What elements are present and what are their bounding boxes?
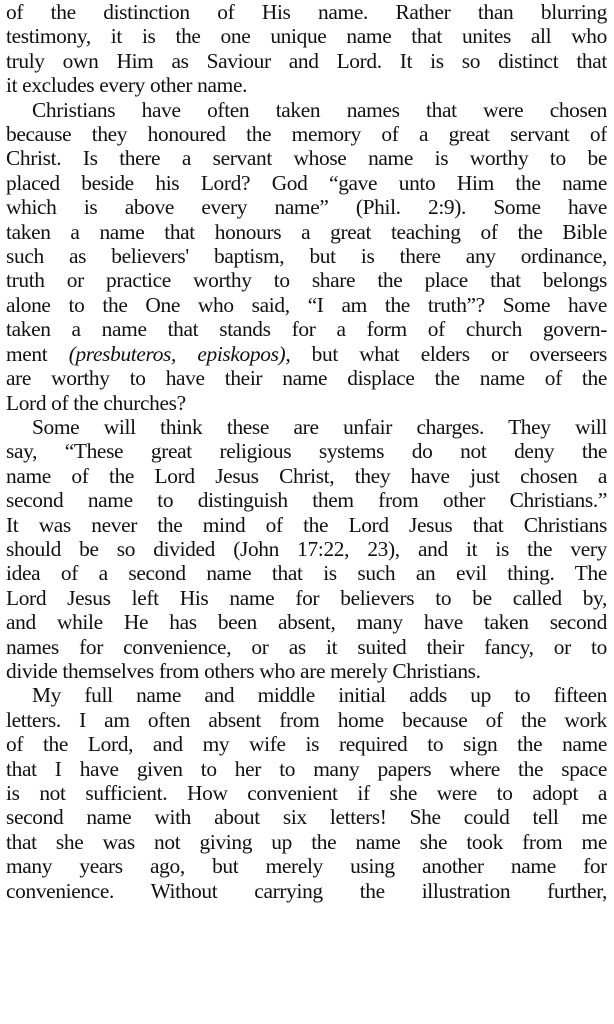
text-line: Lord Jesus left His name for believers to be called by, [6, 585, 607, 610]
paragraph [6, 683, 607, 903]
text-line: of the Lord, and my wife is required to sign the name [6, 732, 607, 757]
text-line: Christians have often taken names that were chosen [32, 97, 607, 122]
text-line: Some will think these are unfair charges. They will [32, 414, 607, 439]
text-line: which is above every name” (Phil. 2:9). Some have [6, 195, 607, 220]
text-line: names for convenience, or as it suited their fancy, or to [6, 634, 607, 659]
text-line: Christ. Is there a servant whose name is worthy to be [6, 146, 607, 171]
text-line: It was never the mind of the Lord Jesus that Christians [6, 512, 607, 537]
text-line: such as believers' baptism, but is there any ordinance, [6, 244, 607, 269]
text-line: idea of a second name that is such an evil thing. The [6, 561, 607, 586]
text-line: are worthy to have their name displace the name of the [6, 366, 607, 391]
text-line: taken a name that stands for a form of church govern- [6, 317, 607, 342]
text-line: alone to the One who said, “I am the truth”? Some have [6, 292, 607, 317]
text-line: is not sufficient. How convenient if she were to adopt a [6, 781, 607, 805]
text-line: letters. I am often absent from home because of the work [6, 707, 607, 732]
text-line: should be so divided (John 17:22, 23), and it is the very [6, 536, 607, 561]
text-line: truly own Him as Saviour and Lord. It is so distinct that [6, 48, 607, 73]
text-line: second name with about six letters! She could tell me [6, 805, 607, 830]
text-line: taken a name that honours a great teaching of the Bible [6, 219, 607, 244]
paragraph [6, 415, 607, 683]
text-line: that I have given to her to many papers where the space [6, 756, 607, 781]
text-line: ment (presbuteros, episkopos), but what elders or overseers [6, 341, 607, 366]
text-line: divide themselves from others who are merely Christians. [6, 658, 481, 683]
text-line: many years ago, but merely using another name for [6, 854, 607, 879]
text-line: name of the Lord Jesus Christ, they have just chosen a [6, 463, 607, 488]
text-line: Lord of the churches? [6, 390, 186, 415]
text-line: say, “These great religious systems do not deny the [6, 439, 607, 464]
text-line: My full name and middle initial adds up to fifteen [32, 683, 607, 708]
paragraph [6, 0, 607, 98]
text-line: testimony, it is the one unique name that unites all who [6, 24, 607, 49]
text-line: that she was not giving up the name she took from me [6, 829, 607, 854]
text-line: of the distinction of His name. Rather than blurring [6, 0, 607, 24]
text-line: second name to distinguish them from other Christians.” [6, 488, 607, 513]
text-line: placed beside his Lord? God “gave unto Him the name [6, 170, 607, 195]
paragraph [6, 98, 607, 415]
text-line: and while He has been absent, many have taken second [6, 610, 607, 635]
text-line: it excludes every other name. [6, 73, 248, 98]
text-line: because they honoured the memory of a great servant of [6, 122, 607, 147]
text-line: truth or practice worthy to share the place that belongs [6, 268, 607, 293]
text-line: convenience. Without carrying the illustration further, [6, 878, 607, 903]
